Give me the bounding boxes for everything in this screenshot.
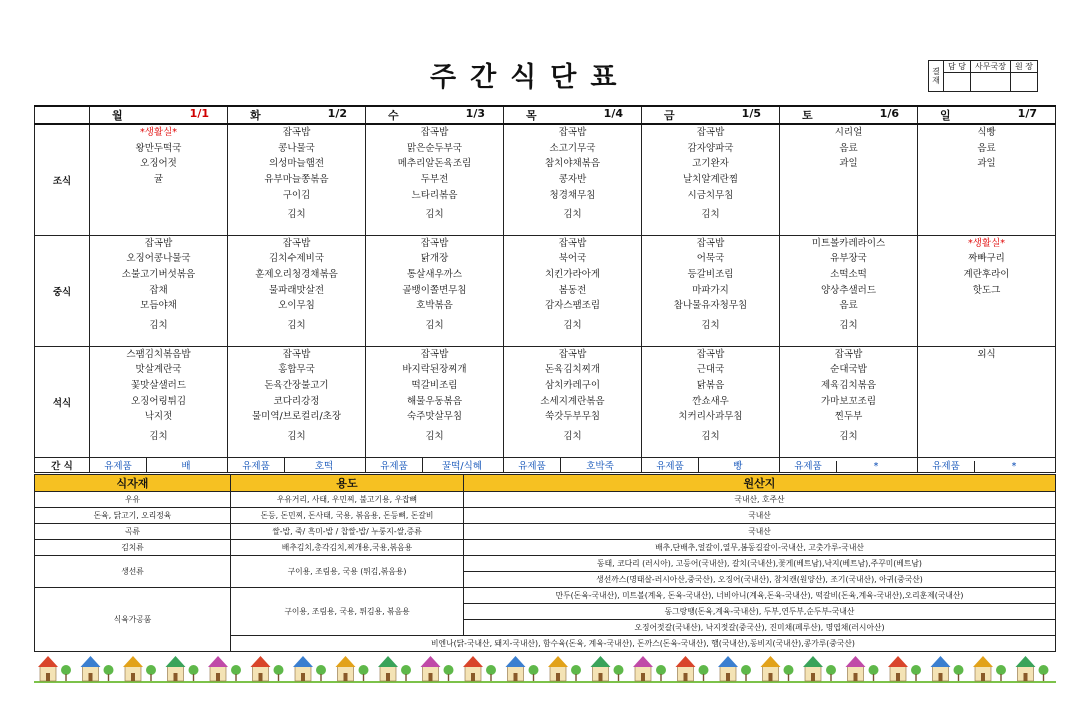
menu-item: 김치 [839,430,858,442]
menu-item: 제육김치볶음 [820,379,877,391]
snack-dairy: 유제품 [380,460,408,472]
menu-item: 구이김 [282,189,311,201]
menu-item: 닭볶음 [696,379,725,391]
day-date: 1/2 [327,107,347,120]
menu-cell [504,124,642,235]
menu-item: 잡곡밥 [834,348,863,360]
menu-item: 김치 [425,209,444,221]
house-icon [421,656,454,681]
day-date: 1/6 [879,107,899,120]
menu-cell [228,346,366,457]
menu-item: 해물우동볶음 [406,395,463,407]
origin-food: 곡류 [35,524,231,540]
menu-item: 고기완자 [692,158,729,170]
menu-item: 잡곡밥 [558,237,587,249]
snack-cell [780,457,918,472]
menu-item: 소불고기버섯볶음 [121,268,196,280]
menu-item: 음료 [977,142,996,154]
menu-item: 맛살계란국 [135,364,182,376]
house-icon [973,656,1006,681]
village-decoration [34,648,1056,690]
origin-header-origin: 원산지 [464,475,1056,492]
meal-row [35,346,1056,457]
origin-country: 동그랑땡(돈육,계육-국내산), 두부,연두부,순두부-국내산 [464,604,1056,620]
corner-cell [35,106,90,124]
menu-item: 김치 [149,430,168,442]
menu-item: 홍합무국 [278,364,315,376]
day-header-0 [90,106,228,124]
menu-item: 잡곡밥 [144,237,173,249]
snack-dairy: 유제품 [932,460,960,472]
origin-use: 구이용, 조림용, 국용 (튀김,볶음용) [231,556,464,588]
menu-item: 김치수제비국 [268,253,325,265]
menu-item: 왕만두떡국 [135,142,182,154]
menu-item: 꽃맛살샐러드 [130,379,187,391]
menu-item: 감자양파국 [687,142,734,154]
menu-item: 유부장국 [830,253,867,265]
house-icon [208,656,241,681]
weekly-menu-table [34,105,1056,473]
menu-item: 등갈비조림 [687,268,734,280]
menu-item: 골뱅이쫄면무침 [402,284,467,296]
menu-item: 쑥갓두부무침 [544,411,601,423]
menu-item: 날치알계란찜 [682,174,739,186]
origin-food: 돈육, 닭고기, 오리정육 [35,508,231,524]
menu-item: 의성마늘햄전 [268,158,325,170]
menu-item: 잡채 [149,284,168,296]
day-name: 목 [526,109,537,122]
menu-item: 감자스팸조림 [544,300,601,312]
house-icon [293,656,326,681]
day-header-6 [918,106,1056,124]
approval-header-director: 원 장 [1011,61,1038,73]
menu-item: 김치 [701,430,720,442]
menu-item: 외식 [977,348,996,360]
snack-cell [918,457,1056,472]
menu-item: 청경채무침 [549,189,596,201]
house-icons [38,656,1049,681]
origin-country: 오징어젓갈(국내산), 낙지젓갈(중국산), 진미채(페루산), 명엽채(러시아산) [464,620,1056,636]
menu-item: 김치 [287,430,306,442]
day-header-3 [504,106,642,124]
approval-label: 결 재 [929,61,944,92]
house-icon [506,656,539,681]
menu-item: 잡곡밥 [420,127,449,138]
origin-row [35,492,1056,508]
menu-item: 물미역/브로컬리/초장 [252,411,341,423]
snack-dairy: 유제품 [518,460,546,472]
menu-item: 잡곡밥 [420,237,449,249]
origin-country: 비엔나(닭-국내산, 돼지-국내산), 함수육(돈육, 계육-국내산), 돈까스(돈육-국내산), 햄(국내산),동비지(국내산),콩가루(중국산) [231,636,1056,652]
house-icon [846,656,879,681]
menu-item: 미트볼카레라이스 [811,237,886,249]
meal-label: 조식 [35,124,90,235]
menu-item: *생활실* [967,237,1006,249]
day-header-4 [642,106,780,124]
origin-use: 구이용, 조림용, 국용, 튀김용, 볶음용 [231,588,464,636]
day-name: 화 [250,109,261,122]
menu-cell [228,235,366,346]
menu-cell [228,124,366,235]
menu-item: 소떡소떡 [830,268,867,280]
menu-item: 잡곡밥 [558,348,587,360]
menu-item: 잡곡밥 [282,348,311,360]
menu-item: 근대국 [696,364,725,376]
menu-cell [642,124,780,235]
menu-item: 호박볶음 [416,300,453,312]
menu-item: 콩자반 [558,174,587,186]
day-header-5 [780,106,918,124]
menu-item: 김치 [425,319,444,331]
day-header-1 [228,106,366,124]
snack-cell [642,457,780,472]
house-icon [761,656,794,681]
day-date: 1/1 [189,107,209,120]
house-icon [803,656,836,681]
origin-use: 돈등, 돈민찌, 돈사태, 국용, 볶음용, 돈등뼈, 돈갈비 [231,508,464,524]
menu-item: 과일 [977,158,996,170]
meal-row [35,124,1056,235]
day-header-row [35,106,1056,124]
menu-item: 스팸김치볶음밥 [126,348,191,360]
menu-item: 삼치카레구이 [544,379,601,391]
house-icon [888,656,921,681]
menu-cell [366,346,504,457]
menu-item: 계란후라이 [963,268,1010,280]
menu-item: 양상추샐러드 [820,284,877,296]
origin-country: 배추,단배추,얼갈이,열무,봄동길갈이-국내산, 고춧가루-국내산 [464,540,1056,556]
snack-dairy: 유제품 [794,460,822,472]
house-icon [718,656,751,681]
menu-cell [504,346,642,457]
menu-item: 치킨가라아게 [544,268,601,280]
menu-item: 김치 [149,319,168,331]
snack-dairy: 유제품 [104,460,132,472]
snack-item: 호박죽 [560,458,639,472]
menu-item: 낙지젓 [144,411,173,423]
menu-item: 오징어젓 [140,158,177,170]
menu-item: 김치 [563,319,582,331]
snack-cell [228,457,366,472]
approval-box [928,60,1038,92]
approval-sign-manager[interactable] [971,73,1011,92]
origin-food: 김치류 [35,540,231,556]
menu-item: 소고기무국 [549,142,596,154]
menu-item: 모듬야채 [140,300,177,312]
meal-label: 중식 [35,235,90,346]
house-icon [463,656,496,681]
approval-sign-director[interactable] [1011,73,1038,92]
day-name: 일 [940,109,951,122]
menu-item: 김치 [287,319,306,331]
menu-item: 참치야채볶음 [544,158,601,170]
menu-item: 봄동전 [558,284,587,296]
menu-item: 짜빠구리 [968,253,1005,265]
menu-item: 순대국밥 [830,364,867,376]
menu-item: 가마보꼬조림 [820,395,877,407]
menu-cell [918,124,1056,235]
day-date: 1/3 [465,107,485,120]
approval-sign-staff[interactable] [944,73,971,92]
origin-food: 우유 [35,492,231,508]
menu-item: 귤 [153,174,164,186]
origin-row [35,508,1056,524]
menu-item: 잡곡밥 [282,237,311,249]
menu-item: 김치 [563,209,582,221]
house-icon [38,656,71,681]
menu-item: 참나물유자청무침 [673,300,748,312]
origin-country: 동태, 코다리 (러시아), 고등어(국내산), 갈치(국내산),꽃게(베트남),낙지(베트남),주꾸미(베트남) [464,556,1056,572]
menu-item: 김치 [287,209,306,221]
menu-cell [918,346,1056,457]
menu-item: 바지락된장찌개 [402,364,467,376]
snack-cell [366,457,504,472]
menu-item: 치커리사과무침 [678,411,743,423]
menu-cell [780,346,918,457]
menu-item: 김치 [839,319,858,331]
origin-country: 생선까스(명태살-러시아산,중국산), 오징어(국내산), 참치캔(원양산), 조기(국내산), 아귀(중국산) [464,572,1056,588]
origin-header-row [35,475,1056,492]
origin-row [35,588,1056,604]
origin-country: 국내산 [464,508,1056,524]
house-icon [166,656,199,681]
origin-header-food: 식자재 [35,475,231,492]
menu-item: 훈제오리청경채볶음 [255,268,338,280]
house-icon [1016,656,1049,681]
menu-item: 잡곡밥 [696,348,725,360]
menu-item: 시리얼 [834,127,863,138]
menu-item: 메추리알돈육조림 [397,158,472,170]
page-title: 주간식단표 [430,62,631,93]
menu-item: 잡곡밥 [558,127,587,138]
menu-item: 돈육김치찌개 [544,364,601,376]
menu-item: 김치 [425,430,444,442]
menu-item: 오이무침 [278,300,315,312]
house-icon [633,656,666,681]
menu-item: 맑은순두부국 [406,142,463,154]
origin-food: 식육가공품 [35,588,231,652]
snack-cell [90,457,228,472]
house-icon [123,656,156,681]
approval-header-staff: 담 당 [944,61,971,73]
day-date: 1/7 [1017,107,1037,120]
menu-item: 잡곡밥 [696,237,725,249]
menu-cell [90,124,228,235]
menu-cell [90,235,228,346]
menu-cell [90,346,228,457]
menu-cell [780,235,918,346]
day-name: 금 [664,109,675,122]
day-header-2 [366,106,504,124]
menu-item: 오징어콩나물국 [126,253,191,265]
snack-dairy: 유제품 [242,460,270,472]
menu-item: 음료 [839,300,858,312]
house-icon [676,656,709,681]
menu-item: 찐두부 [834,411,863,423]
menu-item: 잡곡밥 [282,127,311,138]
origin-country: 국내산, 호주산 [464,492,1056,508]
menu-item: 느타리볶음 [411,189,458,201]
meal-row [35,235,1056,346]
menu-item: 어묵국 [696,253,725,265]
menu-item: 물파래맛살전 [268,284,325,296]
menu-cell [366,235,504,346]
origin-country: 만두(돈육-국내산), 미트볼(계육, 돈육-국내산), 너비아니(계육,돈육-국내산), 떡갈비(돈육,계육-국내산),오리훈제(국내산) [464,588,1056,604]
menu-cell [366,124,504,235]
menu-item: 음료 [839,142,858,154]
origin-header-use: 용도 [231,475,464,492]
snack-dairy: 유제품 [656,460,684,472]
day-date: 1/5 [741,107,761,120]
menu-item: 떡갈비조림 [411,379,458,391]
house-icon [378,656,411,681]
menu-item: 닭개장 [420,253,449,265]
menu-item: 김치 [701,319,720,331]
menu-item: 두부전 [420,174,449,186]
menu-cell [642,346,780,457]
menu-item: *생활실* [139,127,178,138]
menu-item: 오징어링튀김 [130,395,187,407]
menu-item: 돈육간장불고기 [264,379,329,391]
origin-row [35,524,1056,540]
menu-cell [780,124,918,235]
origin-use: 배추김치,총각김치,찌개용,국용,볶음용 [231,540,464,556]
day-date: 1/4 [603,107,623,120]
menu-item: 과일 [839,158,858,170]
meal-label: 석식 [35,346,90,457]
menu-item: 김치 [701,209,720,221]
snack-item: 빵 [698,458,777,472]
menu-cell [642,235,780,346]
snack-label: 간 식 [35,457,90,472]
menu-item: 숙주맛살무침 [406,411,463,423]
menu-item: 유부마늘쫑볶음 [264,174,329,186]
origin-country: 국내산 [464,524,1056,540]
menu-cell [504,235,642,346]
origin-row [35,556,1056,572]
menu-item: 잡곡밥 [696,127,725,138]
menu-item: 식빵 [977,127,996,138]
day-name: 월 [112,109,123,122]
origin-use: 우유거리, 사태, 우민찌, 불고기용, 우잡뼈 [231,492,464,508]
menu-item: 잡곡밥 [420,348,449,360]
menu-item: 콩나물국 [278,142,315,154]
menu-item: 북어국 [558,253,587,265]
house-icon [591,656,624,681]
origin-table [34,474,1056,652]
house-icon [548,656,581,681]
snack-item: 꿀떡/식혜 [422,458,501,472]
menu-item: 통살새우까스 [406,268,463,280]
house-icon [931,656,964,681]
approval-header-manager: 사무국장 [971,61,1011,73]
house-icon [81,656,114,681]
menu-item: 김치 [563,430,582,442]
day-name: 토 [802,109,813,122]
origin-food: 생선류 [35,556,231,588]
snack-item: 호떡 [284,458,363,472]
menu-item: 시금치무침 [687,189,734,201]
snack-cell [504,457,642,472]
origin-use: 쌀-밥, 죽/ 흑미-밥 / 찹쌀-밥/ 누룽지-쌀,증류 [231,524,464,540]
menu-item: 코다리강정 [273,395,320,407]
menu-item: 핫도그 [972,284,1001,296]
snack-item: * [836,461,915,472]
menu-cell [918,235,1056,346]
day-name: 수 [388,109,399,122]
menu-item: 소세지계란볶음 [540,395,605,407]
snack-row [35,457,1056,472]
origin-row [35,540,1056,556]
house-icon [336,656,369,681]
menu-item: 깐쇼새우 [692,395,729,407]
snack-item: 배 [146,458,225,472]
house-icon [251,656,284,681]
snack-item: * [974,461,1053,472]
menu-item: 마파가지 [692,284,729,296]
